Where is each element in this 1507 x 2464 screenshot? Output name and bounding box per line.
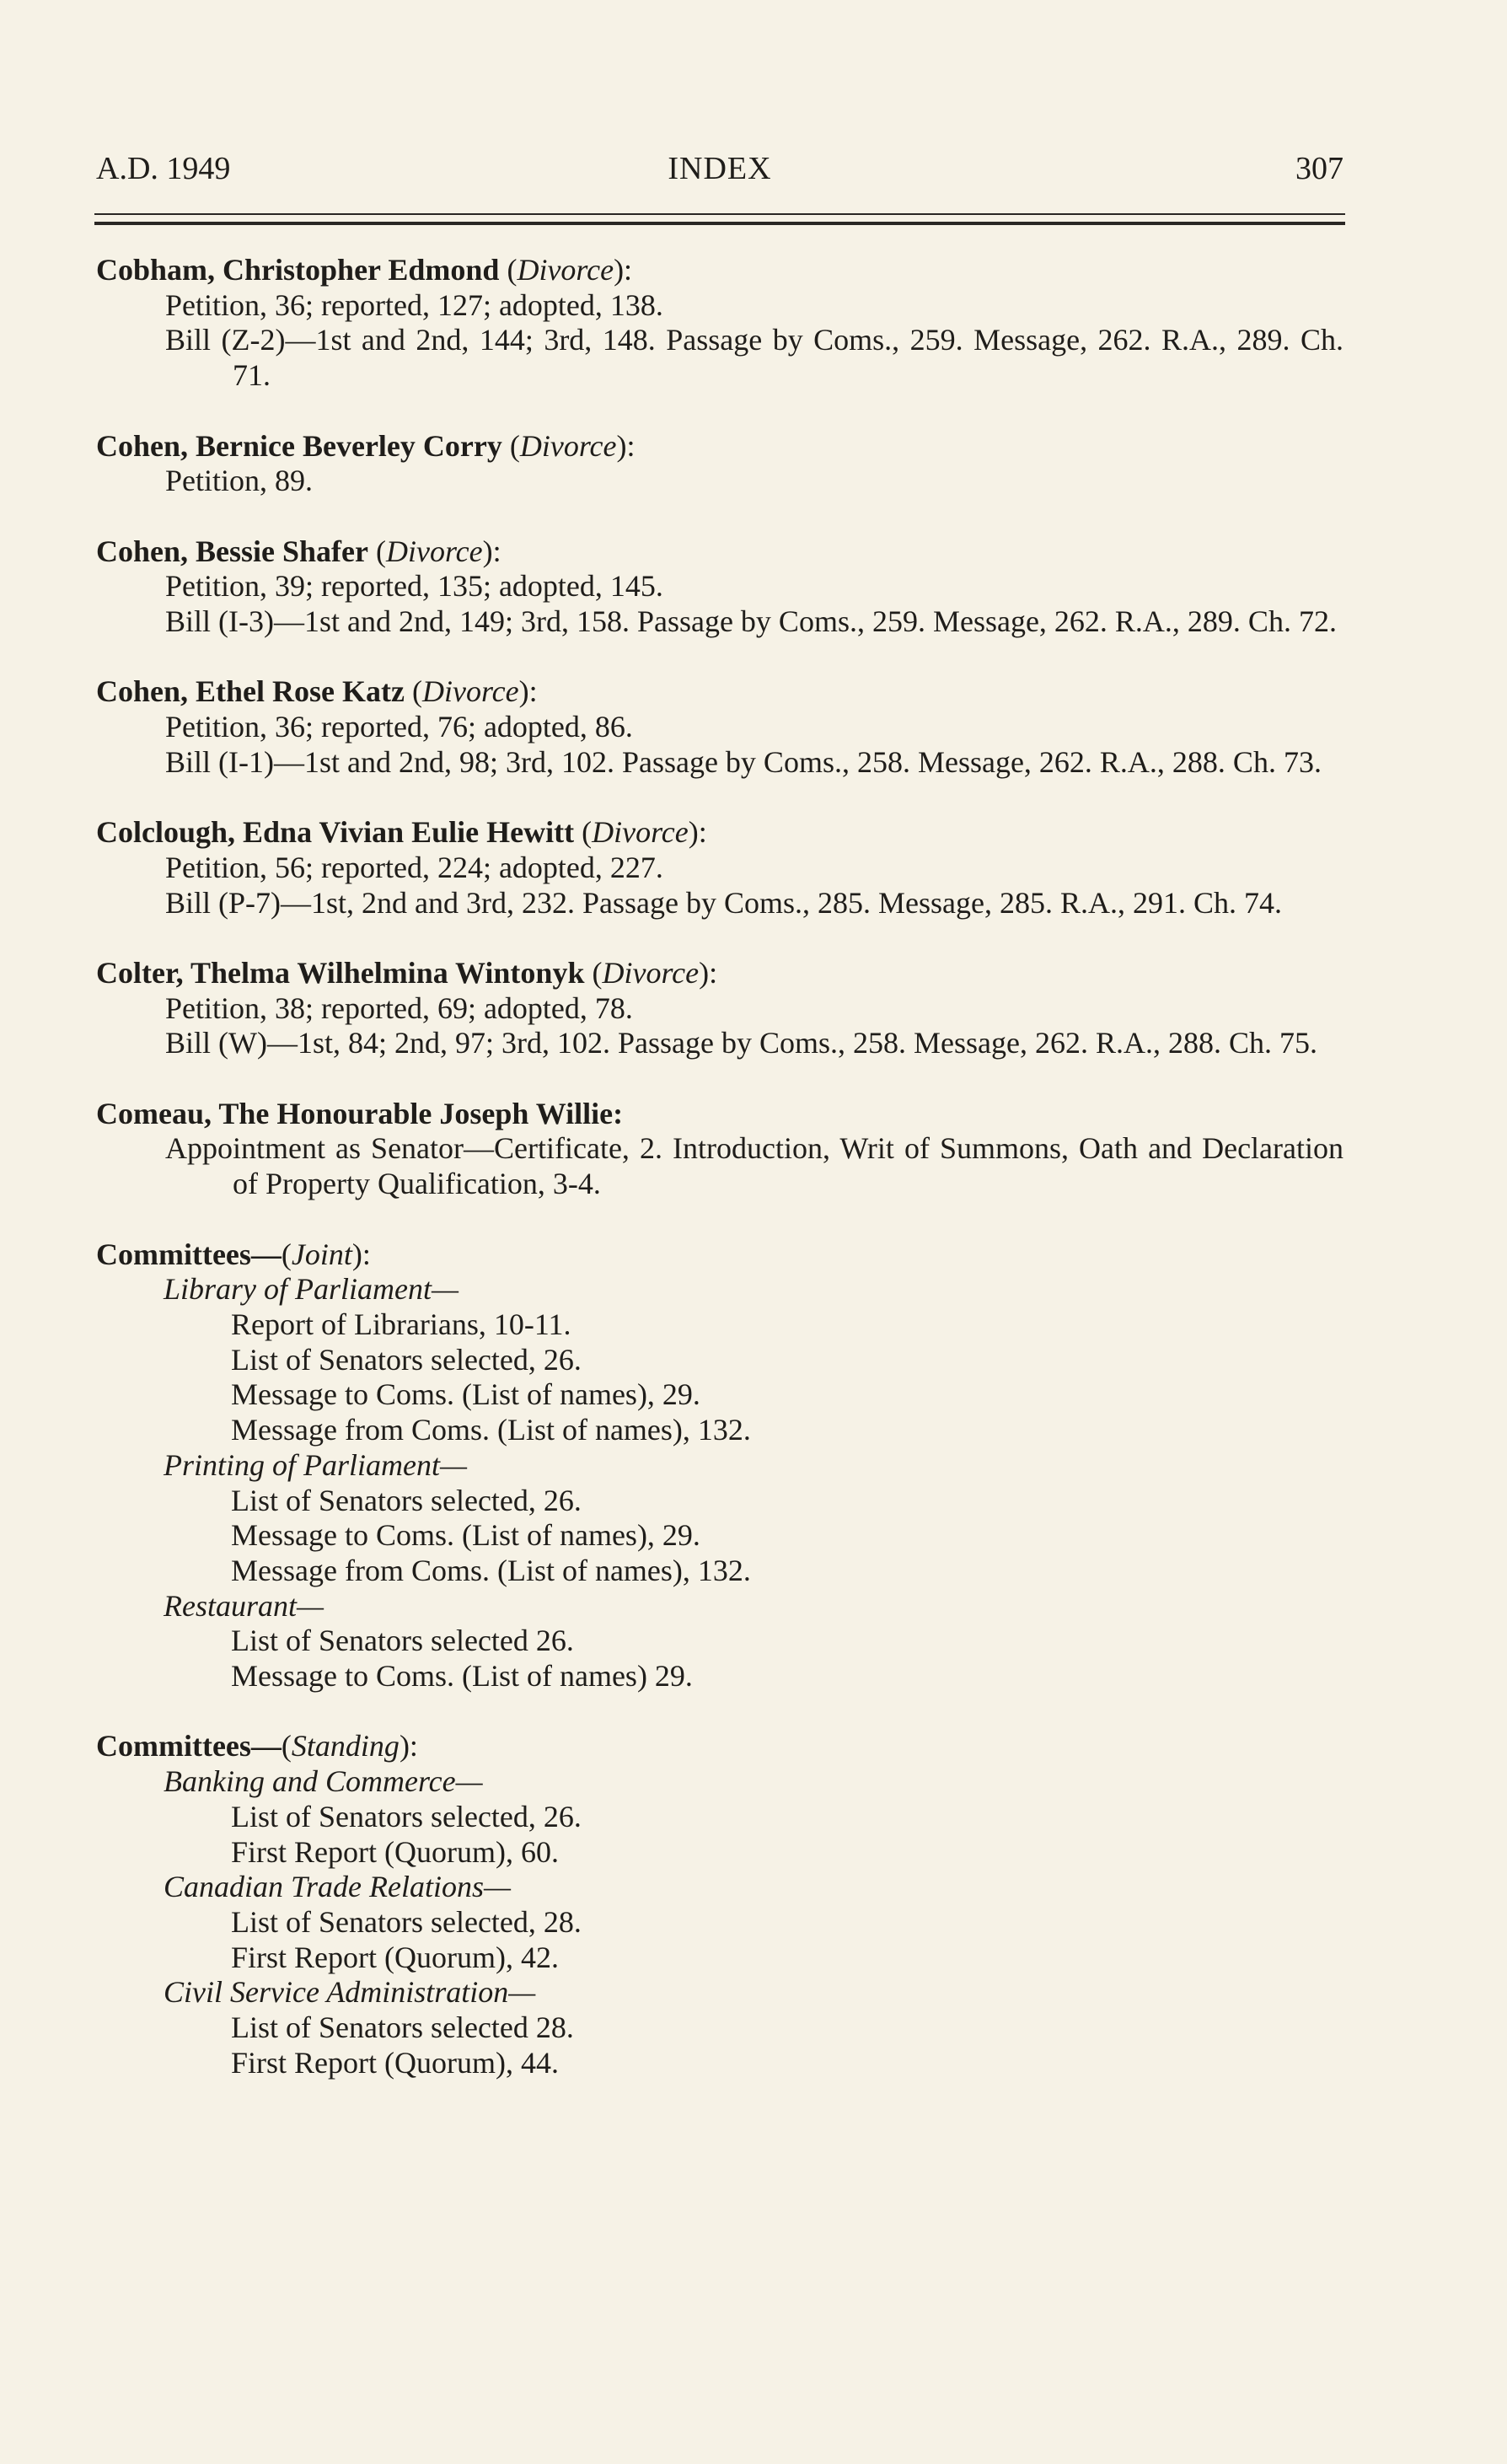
entry-petition: Petition, 56; reported, 224; adopted, 227.	[165, 850, 663, 884]
entry-petition: Petition, 38; reported, 69; adopted, 78.	[165, 990, 633, 1025]
entry-label: Joint	[291, 1237, 352, 1271]
entry-heading: Cohen, Bessie Shafer (Divorce):	[96, 534, 501, 568]
committee-item: First Report (Quorum), 44.	[231, 2045, 559, 2080]
committee-title: Restaurant—	[164, 1588, 324, 1623]
entry-petition: Petition, 39; reported, 135; adopted, 145.	[165, 569, 663, 604]
entry-petition: Petition, 36; reported, 76; adopted, 86.	[165, 710, 633, 744]
index-entry	[96, 534, 1343, 640]
entry-heading: Committees—(Standing):	[96, 1729, 418, 1763]
index-entry	[96, 956, 1343, 1061]
committee-item: List of Senators selected, 28.	[231, 1904, 582, 1939]
committee-item: Report of Librarians, 10-11.	[231, 1307, 571, 1341]
committees-joint	[96, 1237, 1343, 1694]
committees-standing	[96, 1729, 1343, 2080]
committee-item: First Report (Quorum), 60.	[231, 1834, 559, 1869]
entry-label: Divorce	[421, 674, 519, 709]
entry-appointment: Appointment as Senator—Certificate, 2. Introduction, Writ of Summons, Oath and Declaration of Property Qualification, 3-4.	[165, 1131, 1343, 1201]
entry-bill: Bill (I-1)—1st and 2nd, 98; 3rd, 102. Passage by Coms., 258. Message, 262. R.A., 288. Ch. 73.	[165, 744, 1322, 779]
entry-heading: Colter, Thelma Wilhelmina Wintonyk (Divorce):	[96, 955, 718, 990]
committee-title: Civil Service Administration—	[164, 1975, 536, 2010]
header-title: INDEX	[668, 151, 772, 186]
entry-name: Cohen, Bernice Beverley Corry	[96, 428, 502, 463]
entry-name: Cobham, Christopher Edmond	[96, 253, 500, 287]
entry-name: Committees—	[96, 1729, 282, 1763]
entry-label: Divorce	[386, 534, 483, 568]
committee-item: List of Senators selected, 26.	[231, 1799, 582, 1833]
entry-label: Divorce	[519, 428, 617, 463]
entry-petition: Petition, 89.	[165, 464, 314, 498]
committee-item: Message to Coms. (List of names), 29.	[231, 1518, 700, 1553]
entry-name: Committees—	[96, 1237, 282, 1271]
committee-title: Canadian Trade Relations—	[164, 1870, 512, 1904]
entry-label: Divorce	[602, 955, 700, 990]
entry-heading: Cohen, Ethel Rose Katz (Divorce):	[96, 674, 538, 709]
entry-bill: Bill (I-3)—1st and 2nd, 149; 3rd, 158. Passage by Coms., 259. Message, 262. R.A., 289. Ch. 72.	[165, 604, 1337, 638]
committee-item: Message from Coms. (List of names), 132.	[231, 1413, 751, 1447]
header-rule-thick	[94, 222, 1345, 225]
committee-item: List of Senators selected 26.	[231, 1624, 574, 1658]
index-content	[96, 253, 1343, 2116]
page-header	[96, 150, 1343, 194]
entry-name: Colter, Thelma Wilhelmina Wintonyk	[96, 955, 585, 990]
committee-item: List of Senators selected, 26.	[231, 1483, 582, 1517]
committee-title: Printing of Parliament—	[164, 1447, 467, 1482]
entry-heading: Colclough, Edna Vivian Eulie Hewitt (Divorce):	[96, 815, 707, 850]
header-year: A.D. 1949	[96, 151, 231, 186]
page-number: 307	[1295, 151, 1343, 186]
entry-bill: Bill (Z-2)—1st and 2nd, 144; 3rd, 148. Passage by Coms., 259. Message, 262. R.A., 289. Ch. 71.	[165, 323, 1343, 393]
committee-item: List of Senators selected, 26.	[231, 1342, 582, 1377]
entry-label: Divorce	[517, 253, 614, 287]
index-entry	[96, 1097, 1343, 1202]
entry-bill: Bill (W)—1st, 84; 2nd, 97; 3rd, 102. Passage by Coms., 258. Message, 262. R.A., 288. Ch. 75.	[165, 1026, 1317, 1060]
committee-title: Banking and Commerce—	[164, 1764, 483, 1799]
entry-name: Cohen, Bessie Shafer	[96, 534, 368, 568]
entry-heading: Committees—(Joint):	[96, 1237, 371, 1271]
committee-title: Library of Parliament—	[164, 1272, 459, 1307]
index-entry	[96, 253, 1343, 394]
entry-heading	[96, 1097, 1343, 1132]
entry-label: Divorce	[592, 815, 689, 850]
committee-item: Message to Coms. (List of names) 29.	[231, 1659, 693, 1694]
committee-item: First Report (Quorum), 42.	[231, 1940, 559, 1974]
header-rule-thin	[94, 213, 1345, 215]
committee-item: Message from Coms. (List of names), 132.	[231, 1553, 751, 1587]
entry-bill: Bill (P-7)—1st, 2nd and 3rd, 232. Passage by Coms., 285. Message, 285. R.A., 291. Ch. 74.	[165, 885, 1282, 920]
entry-heading: Cobham, Christopher Edmond (Divorce):	[96, 253, 633, 287]
committee-item: List of Senators selected 28.	[231, 2010, 574, 2045]
committee-item: Message to Coms. (List of names), 29.	[231, 1377, 700, 1412]
entry-name: Colclough, Edna Vivian Eulie Hewitt	[96, 815, 575, 850]
index-entry	[96, 674, 1343, 780]
entry-name: Cohen, Ethel Rose Katz	[96, 674, 405, 709]
entry-label: Standing	[291, 1729, 400, 1763]
index-entry	[96, 815, 1343, 921]
entry-heading: Cohen, Bernice Beverley Corry (Divorce):	[96, 428, 636, 463]
entry-petition: Petition, 36; reported, 127; adopted, 138.	[165, 287, 663, 322]
index-entry	[96, 429, 1343, 499]
entry-name: Comeau, The Honourable Joseph Willie:	[96, 1096, 624, 1130]
